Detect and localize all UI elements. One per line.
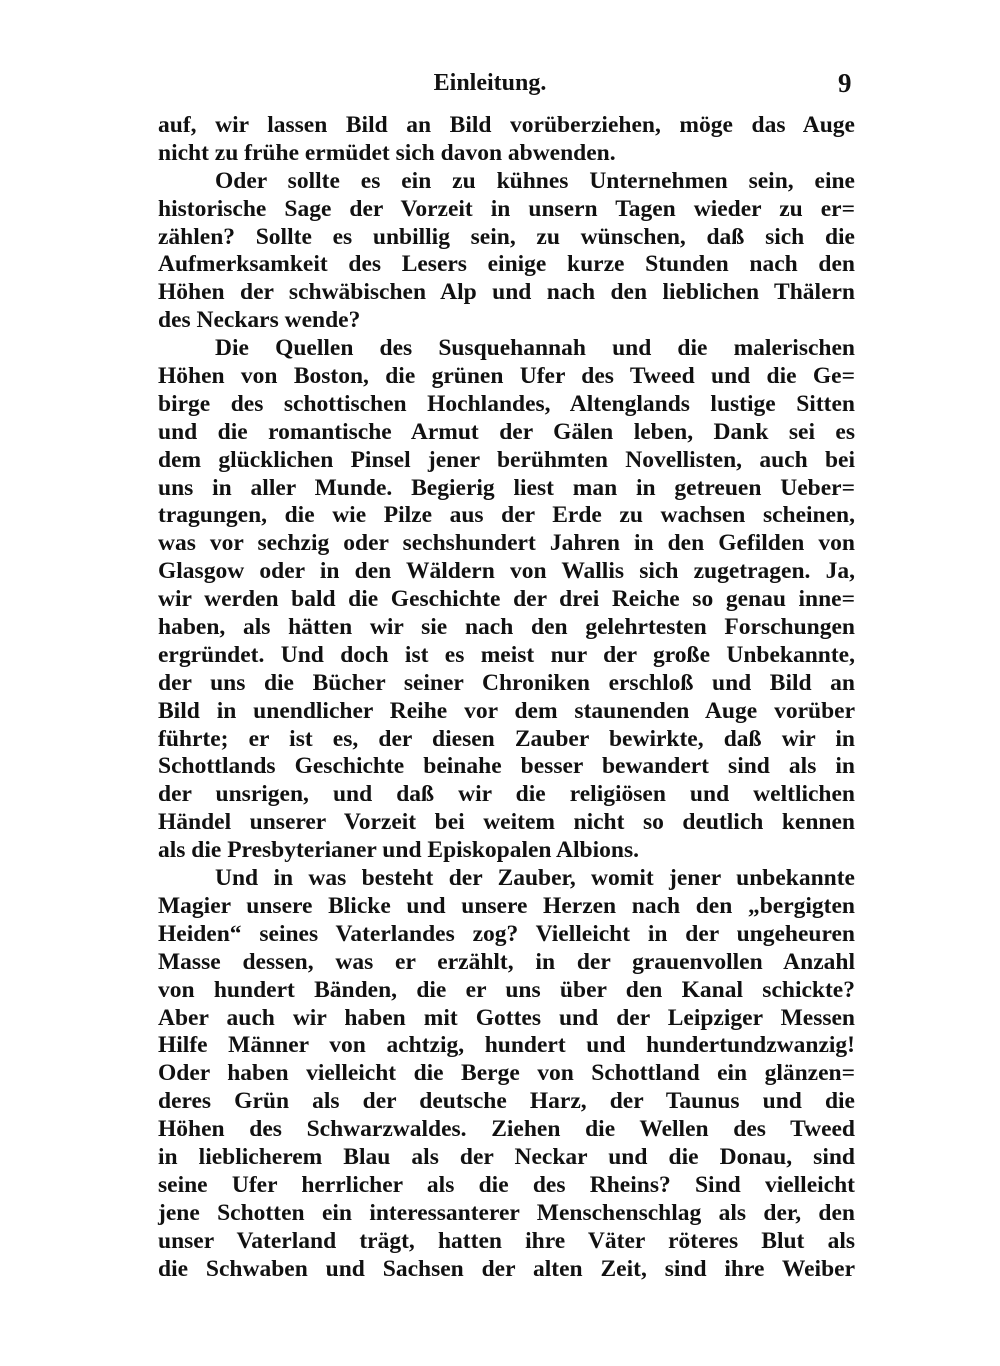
text-line: ergründet. Und doch ist es meist nur der große Unbekannte,	[158, 641, 855, 668]
text-line: Oder haben vielleicht die Berge von Schottland ein glänzen=	[158, 1060, 855, 1087]
text-line: Aufmerksamkeit des Lesers einige kurze Stunden nach den	[158, 251, 855, 278]
text-line: als die Presbyterianer und Episkopalen Albions.	[158, 837, 639, 864]
text-line: Bild in unendlicher Reihe vor dem staunenden Auge vorüber	[158, 697, 855, 724]
text-line: der uns die Bücher seiner Chroniken erschloß und Bild an	[158, 669, 855, 696]
text-line: tragungen, die wie Pilze aus der Erde zu wachsen scheinen,	[158, 502, 855, 529]
text-line: die Schwaben und Sachsen der alten Zeit, sind ihre Weiber	[158, 1255, 855, 1282]
text-line: führte; er ist es, der diesen Zauber bewirkte, daß wir in	[158, 725, 855, 752]
text-line: dem glücklichen Pinsel jener berühmten Novellisten, auch bei	[158, 446, 855, 473]
text-line: Aber auch wir haben mit Gottes und der Leipziger Messen	[158, 1004, 855, 1031]
running-head-title: Einleitung.	[433, 70, 547, 96]
paragraph	[158, 865, 855, 1283]
text-line: Höhen von Boston, die grünen Ufer des Tweed und die Ge=	[158, 363, 855, 390]
text-line: unser Vaterland trägt, hatten ihre Väter röteres Blut als	[158, 1227, 855, 1254]
page-number: 9	[838, 68, 852, 98]
text-line: des Neckars wende?	[158, 307, 361, 334]
text-line: wir werden bald die Geschichte der drei Reiche so genau inne=	[158, 586, 855, 613]
text-line: zählen? Sollte es unbillig sein, zu wünschen, daß sich die	[158, 223, 855, 250]
text-line: Hilfe Männer von achtzig, hundert und hundertundzwanzig!	[158, 1032, 855, 1059]
text-line: Masse dessen, was er erzählt, in der grauenvollen Anzahl	[158, 948, 855, 975]
text-line: der unsrigen, und daß wir die religiösen und weltlichen	[158, 781, 855, 808]
paragraph	[158, 335, 855, 865]
text-line: haben, als hätten wir sie nach den gelehrtesten Forschungen	[158, 614, 855, 641]
paragraph	[158, 112, 855, 168]
text-line: uns in aller Munde. Begierig liest man in getreuen Ueber=	[158, 474, 855, 501]
paragraph	[158, 168, 855, 335]
body-text	[158, 112, 855, 1283]
text-line: auf, wir lassen Bild an Bild vorüberziehen, möge das Auge	[158, 112, 855, 138]
text-line: Die Quellen des Susquehannah und die malerischen	[215, 335, 855, 362]
running-head	[0, 68, 1000, 102]
text-line: Schottlands Geschichte beinahe besser bewandert sind als in	[158, 753, 855, 780]
text-line: jene Schotten ein interessanterer Menschenschlag als der, den	[158, 1199, 855, 1226]
text-line: was vor sechzig oder sechshundert Jahren in den Gefilden von	[158, 530, 855, 557]
text-line: in lieblicherem Blau als der Neckar und die Donau, sind	[158, 1143, 855, 1170]
text-line: Magier unsere Blicke und unsere Herzen nach den „bergigten	[158, 892, 855, 919]
text-line: nicht zu frühe ermüdet sich davon abwenden.	[158, 139, 616, 166]
text-line: Glasgow oder in den Wäldern von Wallis sich zugetragen. Ja,	[158, 558, 855, 585]
text-line: seine Ufer herrlicher als die des Rheins? Sind vielleicht	[158, 1171, 855, 1198]
text-line: Heiden“ seines Vaterlandes zog? Vielleicht in der ungeheuren	[158, 920, 855, 947]
text-line: birge des schottischen Hochlandes, Altenglands lustige Sitten	[158, 390, 855, 417]
text-line: historische Sage der Vorzeit in unsern Tagen wieder zu er=	[158, 195, 855, 222]
text-line: Höhen des Schwarzwaldes. Ziehen die Wellen des Tweed	[158, 1116, 855, 1143]
text-line: und die romantische Armut der Gälen leben, Dank sei es	[158, 418, 855, 445]
text-line: von hundert Bänden, die er uns über den Kanal schickte?	[158, 976, 855, 1003]
text-line: Oder sollte es ein zu kühnes Unternehmen sein, eine	[215, 167, 855, 194]
text-line: Händel unserer Vorzeit bei weitem nicht so deutlich kennen	[158, 809, 855, 836]
text-line: Und in was besteht der Zauber, womit jener unbekannte	[215, 865, 855, 892]
text-line: Höhen der schwäbischen Alp und nach den lieblichen Thälern	[158, 279, 855, 306]
text-line: deres Grün als der deutsche Harz, der Taunus und die	[158, 1088, 855, 1115]
